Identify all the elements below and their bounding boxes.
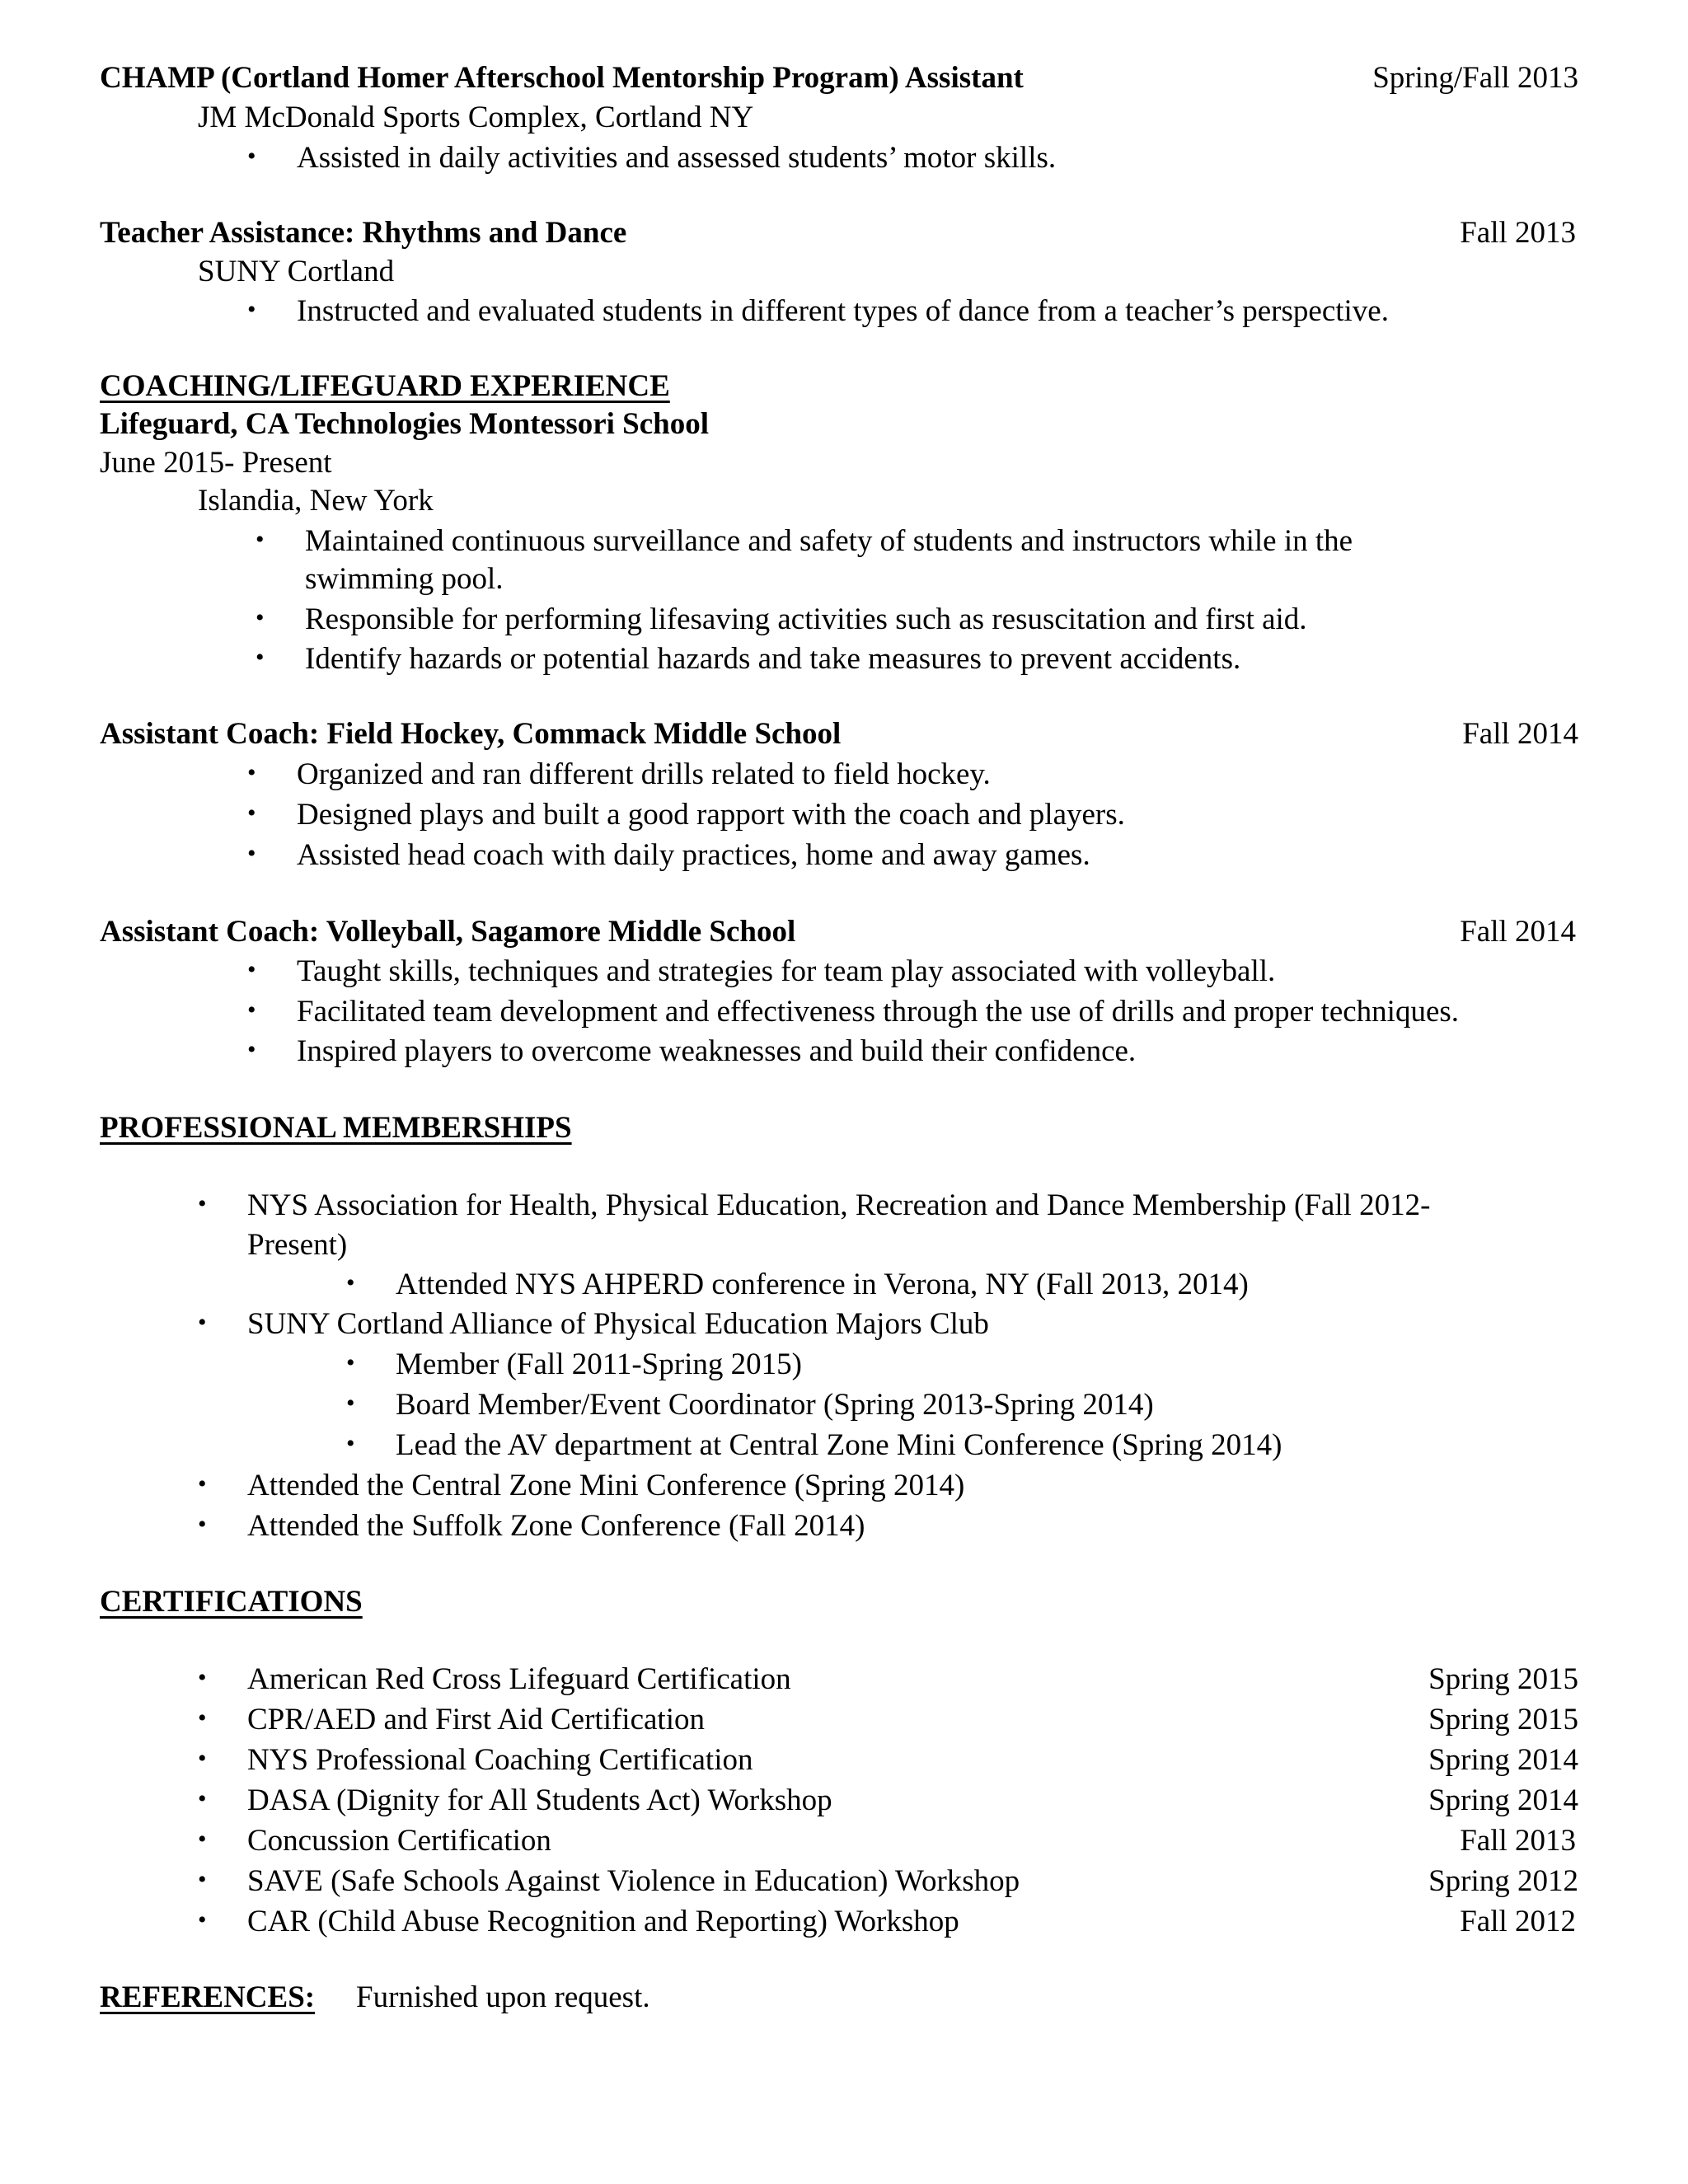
job-date-champ: Spring/Fall 2013: [1372, 61, 1578, 95]
job-bullet: Maintained continuous surveillance and safety of students and instructors while in the: [305, 524, 1353, 558]
bullet-icon: •: [346, 1349, 355, 1376]
certification-date: Spring 2012: [1428, 1864, 1578, 1898]
membership-item: NYS Association for Health, Physical Education, Recreation and Dance Membership (Fall 2012-: [247, 1188, 1431, 1222]
bullet-icon: •: [346, 1430, 355, 1457]
certification-name: CAR (Child Abuse Recognition and Reporting) Workshop: [247, 1905, 959, 1938]
job-bullet: Taught skills, techniques and strategies for team play associated with volleyball.: [297, 954, 1276, 988]
membership-subitem: Board Member/Event Coordinator (Spring 2013-Spring 2014): [396, 1388, 1154, 1422]
certification-date: Fall 2013: [1460, 1824, 1576, 1858]
certification-name: CPR/AED and First Aid Certification: [247, 1703, 705, 1736]
bullet-icon: •: [198, 1511, 207, 1538]
membership-item: Attended the Central Zone Mini Conference (Spring 2014): [247, 1469, 965, 1502]
bullet-icon: •: [247, 956, 256, 983]
job-date-volleyball: Fall 2014: [1460, 915, 1576, 949]
membership-item: Attended the Suffolk Zone Conference (Fall 2014): [247, 1509, 865, 1543]
job-title-champ: CHAMP (Cortland Homer Afterschool Mentorship Program) Assistant: [100, 61, 1024, 95]
job-title-volleyball: Assistant Coach: Volleyball, Sagamore Middle School: [100, 915, 796, 949]
job-title-lifeguard: Lifeguard, CA Technologies Montessori School: [100, 407, 710, 441]
certification-name: DASA (Dignity for All Students Act) Workshop: [247, 1783, 832, 1817]
bullet-icon: •: [247, 143, 256, 170]
bullet-icon: •: [198, 1866, 207, 1893]
certification-name: SAVE (Safe Schools Against Violence in Education) Workshop: [247, 1864, 1020, 1898]
membership-subitem: Member (Fall 2011-Spring 2015): [396, 1347, 802, 1381]
job-bullet: Designed plays and built a good rapport with the coach and players.: [297, 798, 1125, 832]
bullet-icon: •: [198, 1745, 207, 1772]
job-date-field-hockey: Fall 2014: [1462, 717, 1578, 751]
job-bullet: Organized and ran different drills related to field hockey.: [297, 757, 991, 791]
bullet-icon: •: [198, 1309, 207, 1336]
bullet-icon: •: [256, 644, 265, 671]
certification-date: Fall 2012: [1460, 1905, 1576, 1938]
certification-date: Spring 2014: [1428, 1743, 1578, 1777]
bullet-icon: •: [346, 1269, 355, 1296]
job-bullet: Identify hazards or potential hazards and take measures to prevent accidents.: [305, 642, 1241, 676]
membership-subitem: Lead the AV department at Central Zone Mini Conference (Spring 2014): [396, 1428, 1282, 1462]
bullet-icon: •: [247, 996, 256, 1024]
certification-date: Spring 2015: [1428, 1703, 1578, 1736]
certification-date: Spring 2015: [1428, 1662, 1578, 1696]
bullet-icon: •: [198, 1664, 207, 1691]
job-bullet: Responsible for performing lifesaving activities such as resuscitation and first aid.: [305, 602, 1307, 636]
bullet-icon: •: [198, 1825, 207, 1853]
section-heading-coaching: COACHING/LIFEGUARD EXPERIENCE: [100, 369, 670, 403]
bullet-icon: •: [247, 840, 256, 867]
bullet-icon: •: [256, 604, 265, 631]
membership-item: SUNY Cortland Alliance of Physical Education Majors Club: [247, 1307, 989, 1341]
section-heading-references: REFERENCES:: [100, 1980, 316, 2014]
bullet-icon: •: [247, 1036, 256, 1063]
section-heading-certifications: CERTIFICATIONS: [100, 1585, 363, 1619]
bullet-icon: •: [247, 759, 256, 786]
job-bullet-continued: swimming pool.: [305, 562, 504, 596]
bullet-icon: •: [198, 1470, 207, 1497]
certification-date: Spring 2014: [1428, 1783, 1578, 1817]
job-bullet: Facilitated team development and effectiveness through the use of drills and proper techniques.: [297, 995, 1460, 1029]
job-bullet: Assisted in daily activities and assessed students’ motor skills.: [297, 141, 1057, 175]
references-text: Furnished upon request.: [356, 1980, 650, 2014]
bullet-icon: •: [256, 526, 265, 553]
certification-name: NYS Professional Coaching Certification: [247, 1743, 753, 1777]
certification-name: American Red Cross Lifeguard Certification: [247, 1662, 791, 1696]
certification-name: Concussion Certification: [247, 1824, 551, 1858]
membership-item-continued: Present): [247, 1228, 348, 1262]
bullet-icon: •: [247, 799, 256, 827]
section-heading-memberships: PROFESSIONAL MEMBERSHIPS: [100, 1111, 572, 1145]
bullet-icon: •: [198, 1704, 207, 1732]
bullet-icon: •: [247, 296, 256, 323]
job-title-teacher-assistance: Teacher Assistance: Rhythms and Dance: [100, 216, 627, 250]
job-location-teacher-assistance: SUNY Cortland: [198, 255, 395, 288]
bullet-icon: •: [346, 1390, 355, 1417]
job-location-champ: JM McDonald Sports Complex, Cortland NY: [198, 101, 754, 134]
job-location-lifeguard: Islandia, New York: [198, 484, 434, 518]
job-bullet: Instructed and evaluated students in different types of dance from a teacher’s perspective.: [297, 294, 1389, 328]
bullet-icon: •: [198, 1785, 207, 1812]
bullet-icon: •: [198, 1906, 207, 1933]
membership-subitem: Attended NYS AHPERD conference in Verona, NY (Fall 2013, 2014): [396, 1268, 1249, 1301]
bullet-icon: •: [198, 1190, 207, 1217]
job-title-field-hockey: Assistant Coach: Field Hockey, Commack Middle School: [100, 717, 842, 751]
job-date-teacher-assistance: Fall 2013: [1460, 216, 1576, 250]
job-bullet: Assisted head coach with daily practices, home and away games.: [297, 838, 1090, 872]
job-bullet: Inspired players to overcome weaknesses and build their confidence.: [297, 1034, 1137, 1068]
job-dates-lifeguard: June 2015- Present: [100, 446, 332, 480]
